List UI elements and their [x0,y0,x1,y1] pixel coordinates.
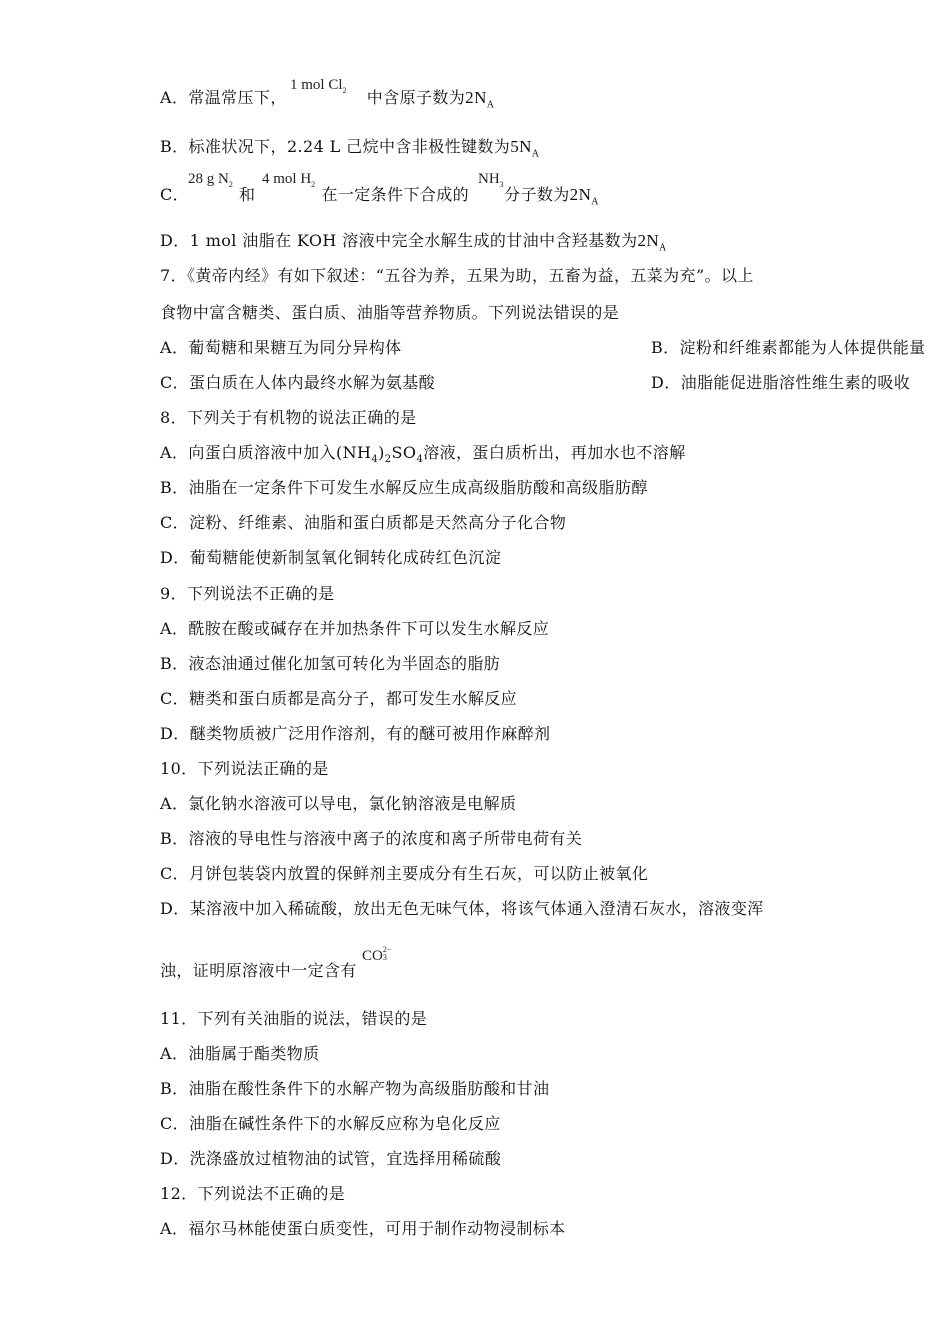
q7-stem: 7．《黄帝内经》有如下叙述：“五谷为养，五果为助，五畜为益，五菜为充”。以上 [160,266,754,285]
q8-option-b: B．油脂在一定条件下可发生水解反应生成高级脂肪酸和高级脂肪醇 [160,478,648,497]
q11-option-d: D．洗涤盛放过植物油的试管，宜选择用稀硫酸 [160,1149,502,1168]
q6-option-d [160,230,667,259]
q10-option-a: A．氯化钠水溶液可以导电，氯化钠溶液是电解质 [160,794,517,813]
q12-option-a: A．福尔马林能使蛋白质变性，可用于制作动物浸制标本 [160,1219,566,1238]
q6d-value: $2N_A$ [637,231,667,254]
formula-nh3: $NH_3$ [478,171,504,189]
q10-option-d: D．某溶液中加入稀硫酸，放出无色无味气体，将该气体通入澄清石灰水，溶液变浑 [160,899,764,918]
q11-stem: 11．下列有关油脂的说法，错误的是 [160,1009,428,1028]
formula-co3: CO 2− 3 [362,944,392,964]
q10-option-b: B．溶液的导电性与溶液中离子的浓度和离子所带电荷有关 [160,829,583,848]
q9-stem: 9．下列说法不正确的是 [160,584,335,603]
q7-option-d: D．油脂能促进脂溶性维生素的吸收 [651,373,911,392]
formula-n2: 28 g $N_2$ [188,171,233,189]
q10-option-d-cont: 浊，证明原溶液中一定含有 [160,961,357,980]
q11-option-c: C．油脂在碱性条件下的水解反应称为皂化反应 [160,1114,501,1133]
q9-option-b: B．液态油通过催化加氢可转化为半固态的脂肪 [160,654,501,673]
q7-option-a: A．葡萄糖和果糖互为同分异构体 [160,338,402,357]
q7-row-2 [160,372,911,394]
q6b-value: $5N_A$ [510,137,540,160]
q6a-after: 中含原子数为 [366,88,466,107]
q6-option-b [160,136,539,165]
q6c-after: 分子数为 [504,185,570,204]
q7-option-b: B．淀粉和纤维素都能为人体提供能量 [651,338,926,357]
q7-option-c: C．蛋白质在人体内最终水解为氨基酸 [160,373,436,392]
q12-stem: 12．下列说法不正确的是 [160,1184,346,1203]
q8-stem: 8．下列关于有机物的说法正确的是 [160,408,417,427]
q10-option-c: C．月饼包装袋内放置的保鲜剂主要成分有生石灰，可以防止被氧化 [160,864,649,883]
q6a-value: $2N_A$ [465,88,495,111]
q11-option-b: B．油脂在酸性条件下的水解产物为高级脂肪酸和甘油 [160,1079,550,1098]
q7-stem-cont: 食物中富含糖类、蛋白质、油脂等营养物质。下列说法错误的是 [160,303,620,322]
q10-stem: 10．下列说法正确的是 [160,759,329,778]
q6c-label: C． [160,185,190,204]
formula-cl2: 1 mol $Cl_2$ [290,77,347,95]
q6c-and: 和 [239,185,256,204]
q8-option-a: A．向蛋白质溶液中加入$(NH_4)_2SO_4$溶液，蛋白质析出，再加水也不溶解 [160,443,686,466]
q7-row-1 [160,337,926,359]
q9-option-a: A．酰胺在酸或碱存在并加热条件下可以发生水解反应 [160,619,550,638]
q6c-mid: 在一定条件下合成的 [321,185,470,204]
q8-option-d: D．葡萄糖能使新制氢氧化铜转化成砖红色沉淀 [160,548,502,567]
q6b-text: B．标准状况下，2.24 L 己烷中含非极性键数为 [160,137,511,156]
q9-option-d: D．醚类物质被广泛用作溶剂，有的醚可被用作麻醉剂 [160,724,551,743]
q6c-value: $2N_A$ [569,185,599,208]
q11-option-a: A．油脂属于酯类物质 [160,1044,320,1063]
q8-option-c: C．淀粉、纤维素、油脂和蛋白质都是天然高分子化合物 [160,513,567,532]
q6a-label: A．常温常压下， [160,88,287,107]
q9-option-c: C．糖类和蛋白质都是高分子，都可发生水解反应 [160,689,518,708]
formula-h2: 4 mol $H_2$ [262,171,316,189]
q6d-text: D．1 mol 油脂在 KOH 溶液中完全水解生成的甘油中含羟基数为 [160,231,638,250]
